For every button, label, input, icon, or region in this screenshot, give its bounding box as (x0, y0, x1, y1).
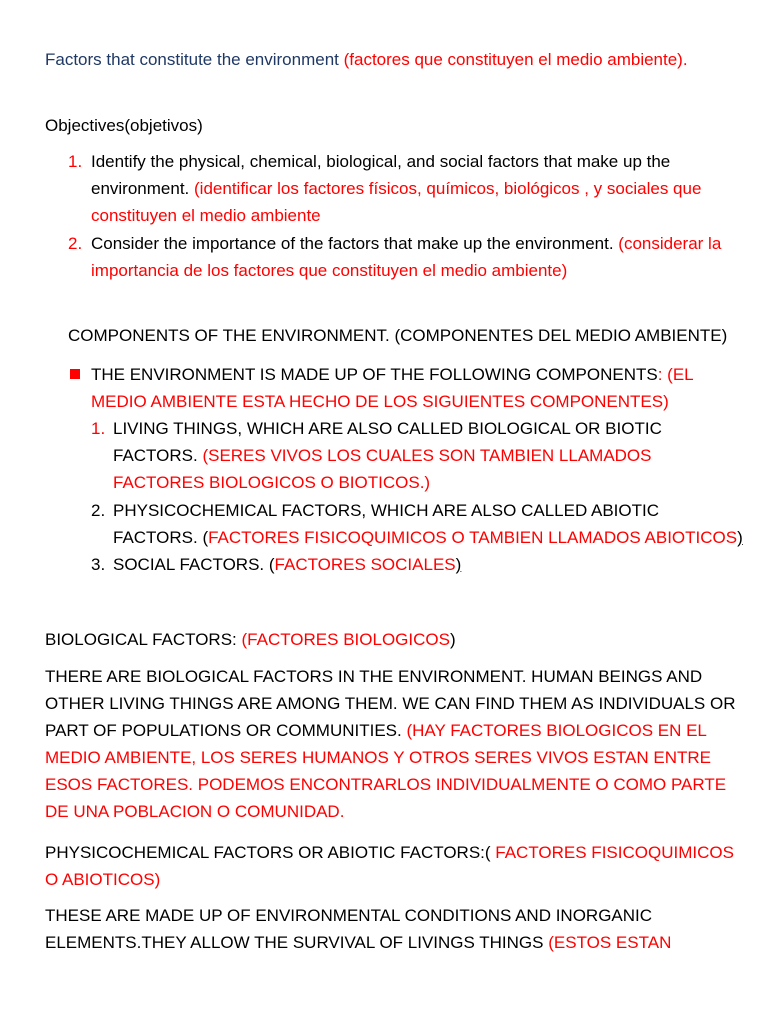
components-bullet (91, 361, 740, 415)
title-spanish: (factores que constituyen el medio ambiente). (343, 50, 688, 69)
objective-2 (91, 230, 740, 284)
objective-2-spanish: (considerar la importancia de los factores que constituyen el medio ambiente) (91, 234, 722, 280)
objective-1-number: 1. (68, 152, 83, 171)
component-3-number: 3. (91, 555, 106, 574)
component-1-spanish: (SERES VIVOS LOS CUALES SON TAMBIEN LLAMADOS FACTORES BIOLOGICOS O BIOTICOS.) (113, 446, 652, 492)
biological-paragraph-spanish: (HAY FACTORES BIOLOGICOS EN EL MEDIO AMBIENTE, LOS SERES HUMANOS Y OTROS SERES VIVOS ESTAN ENTRE ESOS FACTORES. PODEMOS ENCONTRARLOS INDIVIDUALMENTE O COMO PARTE DE UNA POBLACION O COMUNIDAD. (45, 721, 727, 821)
components-bullet-spanish: : (EL MEDIO AMBIENTE ESTA HECHO DE LOS SIGUIENTES COMPONENTES) (91, 365, 694, 411)
physicochemical-paragraph-english: THESE ARE MADE UP OF ENVIRONMENTAL CONDITIONS AND INORGANIC ELEMENTS.THEY ALLOW THE SURVIVAL OF LIVINGS THINGS (45, 906, 653, 952)
physicochemical-paragraph (45, 902, 740, 956)
components-bullet-english: THE ENVIRONMENT IS MADE UP OF THE FOLLOWING COMPONENTS (91, 365, 658, 384)
physicochemical-heading-english: PHYSICOCHEMICAL FACTORS OR ABIOTIC FACTORS:( (45, 843, 491, 862)
objective-1-spanish: (identificar los factores físicos, químicos, biológicos , y sociales que constituyen el medio ambiente (91, 179, 702, 225)
biological-heading (45, 626, 740, 653)
component-2-close: ) (737, 528, 743, 547)
component-2 (113, 497, 748, 551)
biological-heading-spanish: (FACTORES BIOLOGICOS (241, 630, 450, 649)
component-3 (113, 551, 740, 578)
component-3-english: SOCIAL FACTORS. (113, 555, 269, 574)
biological-heading-close: ) (449, 630, 456, 649)
objective-2-number: 2. (68, 234, 83, 253)
title-paragraph (45, 46, 740, 73)
component-3-open: ( (268, 555, 275, 574)
component-2-open: ( (202, 528, 209, 547)
physicochemical-paragraph-spanish: (ESTOS ESTAN (548, 933, 672, 952)
objective-1-english: Identify the physical, chemical, biological, and social factors that make up the environment. (91, 152, 671, 198)
component-2-number: 2. (91, 501, 106, 520)
component-3-close: ) (455, 555, 462, 574)
component-3-spanish: FACTORES SOCIALES (274, 555, 456, 574)
biological-heading-english: BIOLOGICAL FACTORS: (45, 630, 242, 649)
biological-paragraph (45, 663, 740, 825)
components-heading: COMPONENTS OF THE ENVIRONMENT. (COMPONENTES DEL MEDIO AMBIENTE) (68, 326, 728, 345)
title-english: Factors that constitute the environment (45, 50, 339, 69)
objective-1 (91, 148, 740, 229)
component-1-number: 1. (91, 419, 106, 438)
square-bullet-icon (70, 369, 80, 379)
physicochemical-heading (45, 839, 740, 893)
component-1 (113, 415, 740, 496)
biological-paragraph-english: THERE ARE BIOLOGICAL FACTORS IN THE ENVIRONMENT. HUMAN BEINGS AND OTHER LIVING THINGS ARE AMONG THEM. WE CAN FIND THEM AS INDIVIDUALS OR PART OF POPULATIONS OR COMMUNITIES. (45, 667, 736, 740)
objective-2-english: Consider the importance of the factors that make up the environment. (91, 234, 614, 253)
objectives-heading: Objectives(objetivos) (45, 116, 203, 135)
component-2-english: PHYSICOCHEMICAL FACTORS, WHICH ARE ALSO CALLED ABIOTIC FACTORS. (113, 501, 660, 547)
component-2-spanish: FACTORES FISICOQUIMICOS O TAMBIEN LLAMADOS ABIOTICOS (208, 528, 738, 547)
physicochemical-heading-spanish: FACTORES FISICOQUIMICOS O ABIOTICOS) (45, 843, 734, 889)
component-1-english: LIVING THINGS, WHICH ARE ALSO CALLED BIOLOGICAL OR BIOTIC FACTORS. (113, 419, 662, 465)
